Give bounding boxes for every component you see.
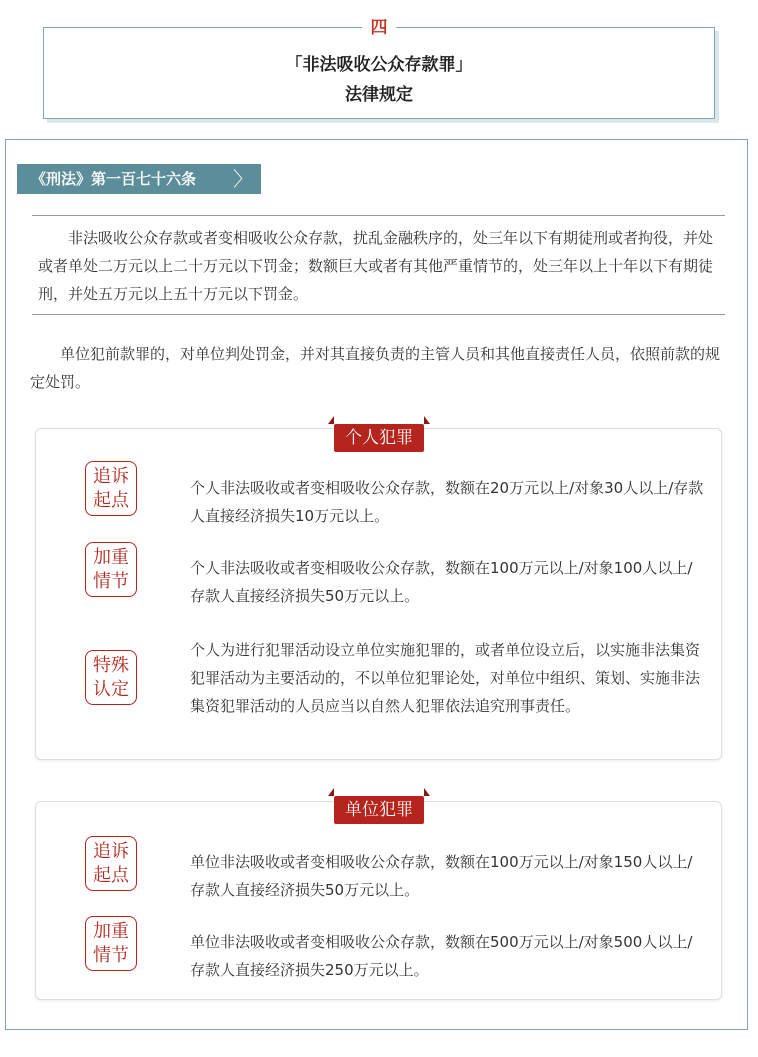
unit-crime-ribbon: 单位犯罪 <box>334 796 424 824</box>
law-article-label: 《刑法》第一百七十六条 <box>31 170 197 188</box>
divider-bottom <box>32 314 725 315</box>
individual-aggravating-text: 个人非法吸收或者变相吸收公众存款，数额在100万元以上/对象100人以上/存款人直接经济损失50万元以上。 <box>190 559 693 605</box>
tag-special-determination: 特殊 认定 <box>85 650 137 705</box>
section-subtitle: 法律规定 <box>345 85 413 105</box>
individual-crime-ribbon: 个人犯罪 <box>334 424 424 452</box>
law-article-tab <box>17 164 261 194</box>
tag-prosecution-threshold: 追诉 起点 <box>85 461 137 516</box>
individual-prosecution-text: 个人非法吸收或者变相吸收公众存款，数额在20万元以上/对象30人以上/存款人直接经济损失10万元以上。 <box>190 479 704 525</box>
tag-unit-prosecution-threshold: 追诉 起点 <box>85 836 137 891</box>
chevron-right-icon: 〉 <box>233 167 253 191</box>
unit-prosecution-text: 单位非法吸收或者变相吸收公众存款，数额在100万元以上/对象150人以上/存款人直接经济损失50万元以上。 <box>190 853 693 899</box>
section-number: 四 <box>362 17 396 39</box>
section-title: 「非法吸收公众存款罪」 <box>285 55 473 75</box>
law-paragraph-2: 单位犯前款罪的，对单位判处罚金，并对其直接负责的主管人员和其他直接责任人员，依照前款的规定处罚。 <box>30 345 721 391</box>
individual-special-text: 个人为进行犯罪活动设立单位实施犯罪的，或者单位设立后，以实施非法集资犯罪活动为主要活动的，不以单位犯罪论处，对单位中组织、策划、实施非法集资犯罪活动的人员应当以自然人犯罪依法追究刑事责任。 <box>190 641 701 715</box>
divider-top <box>32 215 725 216</box>
tag-unit-aggravating-circumstance: 加重 情节 <box>85 916 137 971</box>
unit-aggravating-text: 单位非法吸收或者变相吸收公众存款，数额在500万元以上/对象500人以上/存款人直接经济损失250万元以上。 <box>190 933 693 979</box>
tag-aggravating-circumstance: 加重 情节 <box>85 542 137 597</box>
law-paragraph-1: 非法吸收公众存款或者变相吸收公众存款，扰乱金融秩序的，处三年以下有期徒刑或者拘役，并处或者单处二万元以上二十万元以下罚金；数额巨大或者有其他严重情节的，处三年以上十年以下有期徒刑，并处五万元以上五十万元以下罚金。 <box>38 229 714 303</box>
